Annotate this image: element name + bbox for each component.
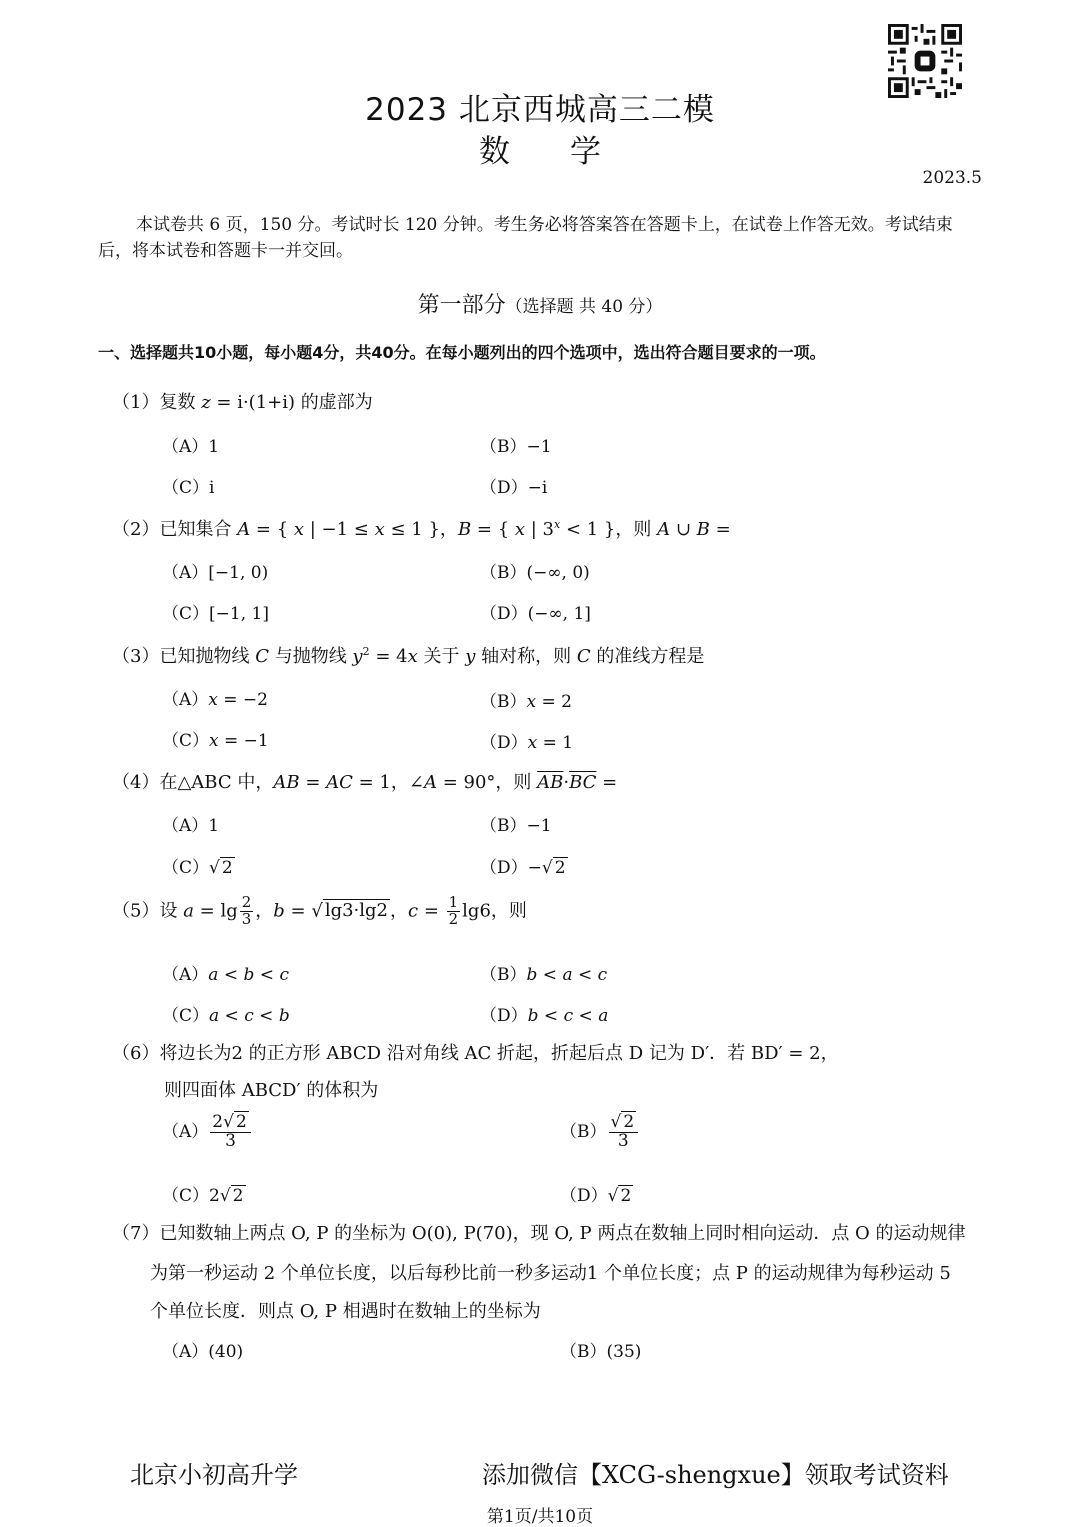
q4-option-a[interactable]: （A）1: [162, 816, 220, 836]
subject-title: 数学: [479, 134, 661, 170]
q2-option-a[interactable]: （A）[−1, 0): [162, 563, 269, 583]
q3-option-b[interactable]: （B）x = 2: [480, 692, 572, 712]
q6-option-d[interactable]: （D）√ 2: [560, 1186, 632, 1206]
q4-option-c[interactable]: （C）√ 2: [162, 858, 233, 878]
question-number: （4）: [112, 772, 160, 793]
question-5: （5）设 a = lg $\frac{2}{3}$ ，b = √ lg3·lg2 ，c = $\frac{1}{2}$ lg6，则: [112, 893, 527, 928]
question-number: （5）: [112, 900, 160, 922]
part-heading: [0, 288, 1080, 319]
question-7-line-3: 个单位长度．则点 O, P 相遇时在数轴上的坐标为: [150, 1301, 541, 1322]
q5-option-b[interactable]: （B）b < a < c: [480, 965, 608, 985]
question-4: （4）在△ABC 中，AB = AC = 1，∠A = 90°，则 $\overline{AB}\cdot\overline{BC}$ =: [112, 772, 618, 793]
q1-option-b[interactable]: （B）−1: [480, 437, 552, 457]
question-1: （1）复数 z = i·(1+i) 的虚部为: [112, 392, 373, 413]
q4-option-d[interactable]: （D）−√ 2: [480, 858, 566, 878]
q7-option-b[interactable]: （B）(35): [560, 1342, 642, 1362]
q5-option-a[interactable]: （A）a < b < c: [162, 965, 289, 985]
question-2: （2）已知集合 A = { x | −1 ≤ x ≤ 1 }，B = { x | $3^x < 1$ }，则 A ∪ B =: [112, 518, 731, 540]
q6-option-c[interactable]: （C）2√ 2: [162, 1186, 244, 1206]
question-number: （7）: [112, 1223, 160, 1244]
q2-option-c[interactable]: （C）[−1, 1]: [162, 604, 269, 624]
part-subtitle: （选择题 共 40 分）: [505, 297, 663, 317]
q5-option-d[interactable]: （D）b < c < a: [480, 1006, 609, 1026]
question-7: （7）已知数轴上两点 O, P 的坐标为 O(0), P(70)，现 O, P 两点在数轴上同时相向运动．点 O 的运动规律: [112, 1223, 966, 1244]
q1-option-a[interactable]: （A）1: [162, 437, 220, 457]
q1-option-c[interactable]: （C）i: [162, 478, 215, 498]
section-heading: 一、选择题共10小题，每小题4分，共40分。在每小题列出的四个选项中，选出符合题目要求的一项。: [98, 343, 826, 362]
q2-option-d[interactable]: （D）(−∞, 1]: [480, 604, 591, 624]
part-title: 第一部分: [417, 293, 506, 318]
q2-option-b[interactable]: （B）(−∞, 0): [480, 563, 590, 583]
q6-option-a[interactable]: （A） $\frac{2√ 2}{3}$: [162, 1114, 253, 1151]
question-number: （1）: [112, 392, 160, 413]
exam-instructions: 本试卷共 6 页，150 分。考试时长 120 分钟。考生务必将答案答在答题卡上，在试卷上作答无效。考试结束后，将本试卷和答题卡一并交回。: [98, 215, 953, 261]
question-number: （3）: [112, 646, 160, 667]
question-7-line-2: 为第一秒运动 2 个单位长度，以后每秒比前一秒多运动1 个单位长度；点 P 的运动规律为每秒运动 5: [150, 1263, 951, 1284]
page-number: 第1页/共10页: [486, 1507, 594, 1527]
question-3: （3）已知抛物线 C 与抛物线 $y^2 = 4x$ 关于 y 轴对称，则 C 的准线方程是: [112, 645, 705, 667]
q3-option-c[interactable]: （C）x = −1: [162, 731, 269, 751]
q6-option-b[interactable]: （B） $\frac{√ 2}{3}$: [560, 1114, 640, 1151]
q4-option-b[interactable]: （B）−1: [480, 816, 552, 836]
question-6: （6）将边长为2 的正方形 ABCD 沿对角线 AC 折起，折起后点 D 记为 D′．若 BD′ = 2，: [112, 1043, 839, 1064]
footer-left: 北京小初高升学: [130, 1461, 298, 1489]
question-6-line-2: 则四面体 ABCD′ 的体积为: [164, 1080, 379, 1101]
q1-option-d[interactable]: （D）−i: [480, 478, 548, 498]
question-number: （2）: [112, 519, 160, 540]
exam-title: 2023 北京西城高三二模: [365, 92, 715, 128]
q7-option-a[interactable]: （A）(40): [162, 1342, 244, 1362]
q3-option-d[interactable]: （D）x = 1: [480, 733, 574, 753]
exam-date: 2023.5: [922, 168, 982, 188]
q5-option-c[interactable]: （C）a < c < b: [162, 1006, 290, 1026]
q3-option-a[interactable]: （A）x = −2: [162, 690, 268, 710]
question-number: （6）: [112, 1043, 160, 1064]
footer-promo: 添加微信【XCG-shengxue】领取考试资料: [482, 1461, 949, 1489]
